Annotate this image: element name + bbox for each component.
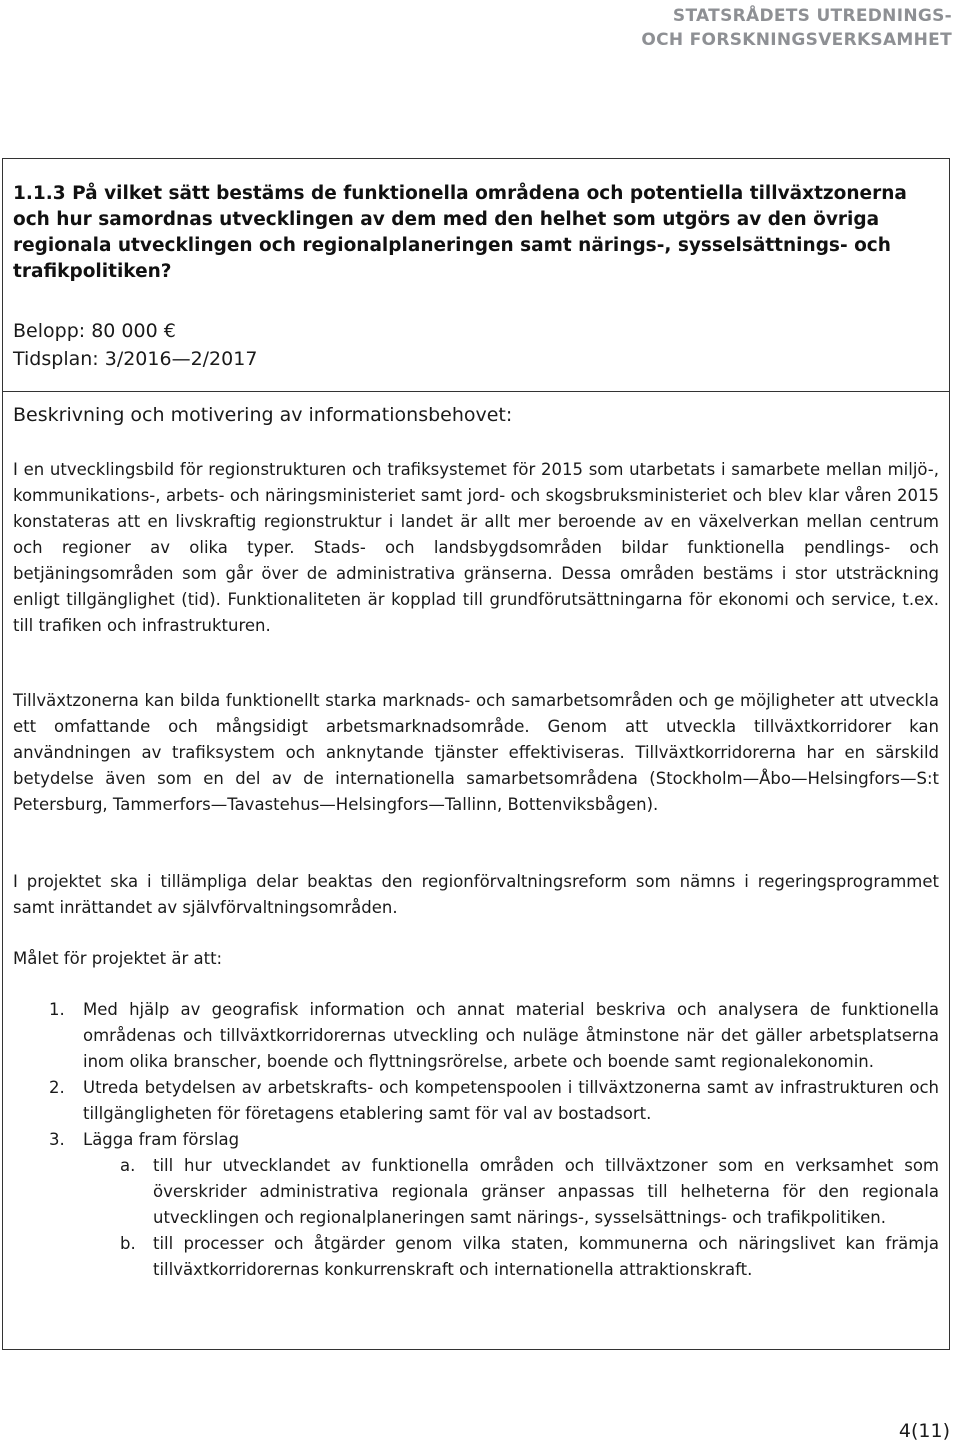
- goal-intro: Målet för projektet är att:: [13, 949, 223, 968]
- amount-text: Belopp: 80 000 €: [13, 320, 176, 342]
- list-item-number: 2.: [49, 1078, 65, 1097]
- sub-list: [13, 1153, 939, 1283]
- org-line-2: OCH FORSKNINGSVERKSAMHET: [641, 30, 952, 50]
- org-line-1: STATSRÅDETS UTREDNINGS-: [672, 6, 952, 26]
- page-number: 4(11): [898, 1420, 950, 1442]
- content-box: [2, 158, 950, 1350]
- list-item-text: Utreda betydelsen av arbetskrafts- och kompetenspoolen i tillväxtzonerna samt av infrastrukturen och tillgängligheten för företagens etablering samt för val av bostadsort.: [83, 1078, 939, 1123]
- sub-list-item-text: till hur utvecklandet av funktionella områden och tillväxtzoner som en verksamhet som överskrider administrativa regionala gränser anpassas till helheterna för den regionala utvecklingen och regionalplaneringen samt närings-, sysselsättnings- och trafikpolitiken.: [153, 1156, 939, 1227]
- organization-logo-text: [641, 4, 952, 52]
- list-item: [13, 997, 939, 1075]
- paragraph-1: I en utvecklingsbild för regionstrukturen och trafiksystemet för 2015 som utarbetats i samarbete mellan miljö-, kommunikations-, arbets- och näringsministeriet samt jord- och skogsbruksministeriet och blev klar våren 2015 konstateras att en livskraftig regionstruktur i landet är allt mer beroende av en växelverkan mellan centrum och regioner av olika typer. Stads- och landsbygdsområden bildar funktionella pendlings- och betjäningsområden som går över de administrativa gränserna. Dessa områden bestäms i stor utsträckning enligt tillgänglighet (tid). Funktionaliteten är kopplad till grundförutsättningarna för ekonomi och service, t.ex. till trafiken och infrastrukturen.: [13, 460, 939, 635]
- paragraph-2: Tillväxtzonerna kan bilda funktionellt starka marknads- och samarbetsområden och ge möjligheter att utveckla ett omfattande och mångsidigt arbetsmarknadsområde. Genom att utveckla tillväxtkorridorer kan användningen av trafiksystem och anknytande tjänster effektiviseras. Tillväxtkorridorerna har en särskild betydelse även som en del av de internationella samarbetsområdena (Stockholm—Åbo—Helsingfors—S:t Petersburg, Tammerfors—Tavastehus—Helsingfors—Tallinn, Bottenviksbågen).: [13, 691, 939, 814]
- list-item-number: 1.: [49, 1000, 65, 1019]
- list-item-number: 3.: [49, 1130, 65, 1149]
- project-meta: [13, 317, 257, 373]
- sub-list-item-letter: a.: [120, 1156, 136, 1175]
- list-item-text: Med hjälp av geografisk information och annat material beskriva och analysera de funktionella områdenas och tillväxtkorridorernas utveckling och nuläge åtminstone när det gäller arbetsplatserna inom olika branscher, boende och flyttningsrörelse, arbete och boende samt regionalekonomin.: [83, 1000, 939, 1071]
- list-item: [13, 1075, 939, 1127]
- question-title: 1.1.3 På vilket sätt bestäms de funktionella områdena och potentiella tillväxtzonerna och hur samordnas utvecklingen av dem med den helhet som utgörs av den övriga regionala utvecklingen och regionalplaneringen samt närings-, sysselsättnings- och trafikpolitiken?: [13, 183, 907, 282]
- question-header-cell: [3, 159, 949, 392]
- sub-list-item: [13, 1231, 939, 1283]
- list-item-text: Lägga fram förslag: [83, 1130, 240, 1149]
- list-item: [13, 1127, 939, 1153]
- sub-list-item-text: till processer och åtgärder genom vilka staten, kommunerna och näringslivet kan främja tillväxtkorridorernas konkurrenskraft och internationella attraktionskraft.: [153, 1234, 939, 1279]
- sub-list-item: [13, 1153, 939, 1231]
- sub-list-item-letter: b.: [120, 1234, 136, 1253]
- goal-list: [13, 997, 939, 1283]
- schedule-text: Tidsplan: 3/2016—2/2017: [13, 348, 258, 370]
- section-heading: Beskrivning och motivering av informationsbehovet:: [13, 404, 513, 426]
- paragraph-3: I projektet ska i tillämpliga delar beaktas den regionförvaltningsreform som nämns i regeringsprogrammet samt inrättandet av självförvaltningsområden.: [13, 872, 939, 917]
